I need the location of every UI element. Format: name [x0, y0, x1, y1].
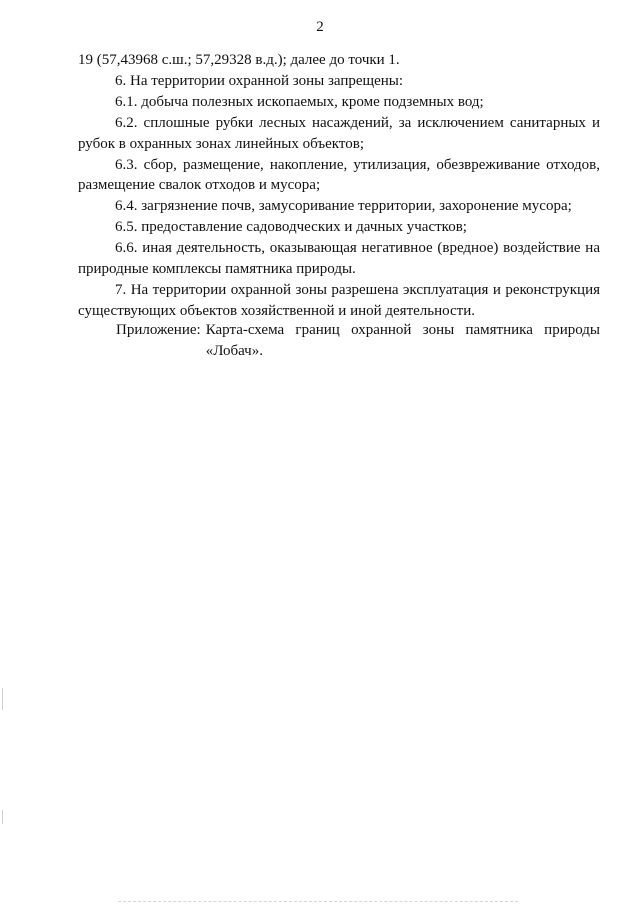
paragraph-item-6-3: 6.3. сбор, размещение, накопление, утилизация, обезвреживание отходов, размещение свалок отходов и мусора; — [78, 156, 600, 194]
scan-bottom-edge — [118, 901, 518, 903]
appendix-label: Приложение: — [116, 322, 201, 338]
paragraph-item-7: 7. На территории охранной зоны разрешена эксплуатация и реконструкция существующих объектов хозяйственной и иной деятельности. — [78, 281, 600, 319]
scan-edge-mark — [2, 688, 3, 710]
paragraph-coordinates: 19 (57,43968 с.ш.; 57,29328 в.д.); далее до точки 1. — [78, 52, 400, 68]
page-number: 2 — [316, 19, 324, 35]
appendix — [116, 320, 600, 362]
scan-edge-mark — [2, 810, 3, 824]
paragraph-item-6-1: 6.1. добыча полезных ископаемых, кроме подземных вод; — [115, 93, 484, 110]
paragraph-prohibitions-heading: 6. На территории охранной зоны запрещены: — [115, 72, 404, 89]
paragraph-item-6-6: 6.6. иная деятельность, оказывающая негативное (вредное) воздействие на природные комплексы памятника природы. — [78, 240, 600, 278]
paragraph-item-6-4: 6.4. загрязнение почв, замусоривание территории, захоронение мусора; — [115, 198, 572, 215]
appendix-text: Карта-схема границ охранной зоны памятника природы «Лобач». — [205, 322, 600, 359]
document-body — [78, 50, 600, 322]
paragraph-item-6-5: 6.5. предоставление садоводческих и дачных участков; — [115, 219, 467, 236]
paragraph-item-6-2: 6.2. сплошные рубки лесных насаждений, за исключением санитарных и рубок в охранных зонах линейных объектов; — [78, 114, 600, 152]
